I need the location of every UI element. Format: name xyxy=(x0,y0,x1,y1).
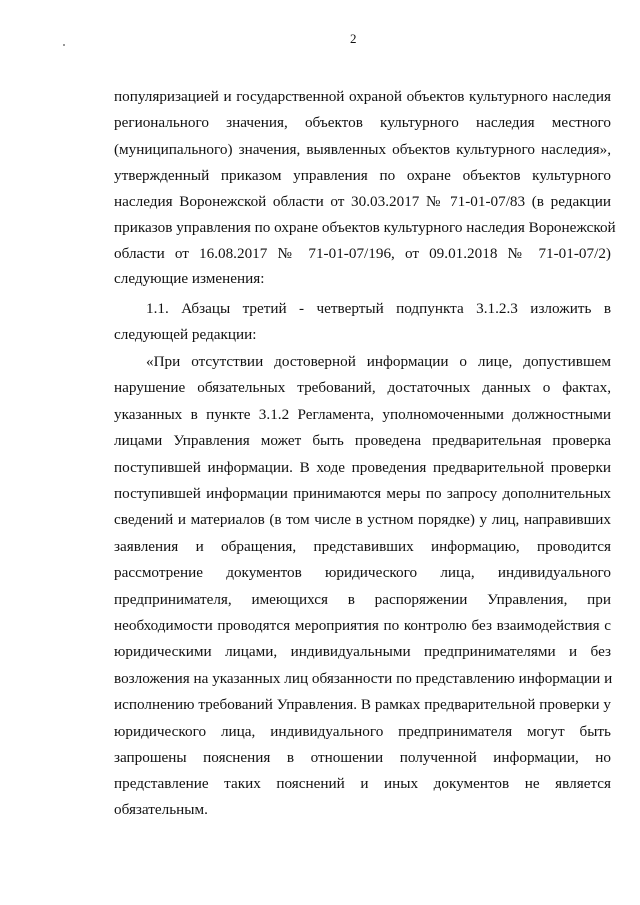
text-line: наследия Воронежской области от 30.03.2017 № 71-01-07/83 (в редакции xyxy=(114,193,611,210)
text-line: необходимости проводятся мероприятия по контролю без взаимодействия с xyxy=(114,617,611,634)
text-line: утвержденный приказом управления по охране объектов культурного xyxy=(114,167,611,184)
text-line: рассмотрение документов юридического лица, индивидуального xyxy=(114,564,611,581)
text-line: сведений и материалов (в том числе в устном порядке) у лиц, направивших xyxy=(114,511,611,528)
text-line: поступившей информации. В ходе проведения предварительной проверки xyxy=(114,459,611,476)
text-line: указанных в пункте 3.1.2 Регламента, уполномоченными должностными xyxy=(114,406,611,423)
scan-speck xyxy=(63,44,65,46)
text-line: приказов управления по охране объектов культурного наследия Воронежской xyxy=(114,219,616,236)
text-line: предпринимателя, имеющихся в распоряжении Управления, при xyxy=(114,591,611,608)
text-line: регионального значения, объектов культурного наследия местного xyxy=(114,114,611,131)
text-line: исполнению требований Управления. В рамках предварительной проверки у xyxy=(114,696,611,713)
text-line: следующей редакции: xyxy=(114,326,257,343)
text-line: возложения на указанных лиц обязанности по представлению информации и xyxy=(114,670,613,687)
page-number: 2 xyxy=(350,31,357,46)
text-line: юридическими лицами, индивидуальными предпринимателями и без xyxy=(114,643,611,660)
text-line: нарушение обязательных требований, достаточных данных о фактах, xyxy=(114,379,611,396)
text-line: обязательным. xyxy=(114,801,208,818)
text-line: запрошены пояснения в отношении полученной информации, но xyxy=(114,749,611,766)
text-line: поступившей информации принимаются меры по запросу дополнительных xyxy=(114,485,611,502)
text-line: лицами Управления может быть проведена предварительная проверка xyxy=(114,432,611,449)
text-line: (муниципального) значения, выявленных объектов культурного наследия», xyxy=(114,141,611,158)
text-line: следующие изменения: xyxy=(114,270,265,287)
text-line: 1.1. Абзацы третий - четвертый подпункта 3.1.2.3 изложить в xyxy=(146,300,611,317)
text-line: популяризацией и государственной охраной объектов культурного наследия xyxy=(114,88,611,105)
text-line: представление таких пояснений и иных документов не является xyxy=(114,775,611,792)
text-line: «При отсутствии достоверной информации о лице, допустившем xyxy=(146,353,611,370)
text-line: юридического лица, индивидуального предпринимателя могут быть xyxy=(114,723,611,740)
text-line: заявления и обращения, представивших информацию, проводится xyxy=(114,538,611,555)
text-line: области от 16.08.2017 № 71-01-07/196, от 09.01.2018 № 71-01-07/2) xyxy=(114,245,611,262)
